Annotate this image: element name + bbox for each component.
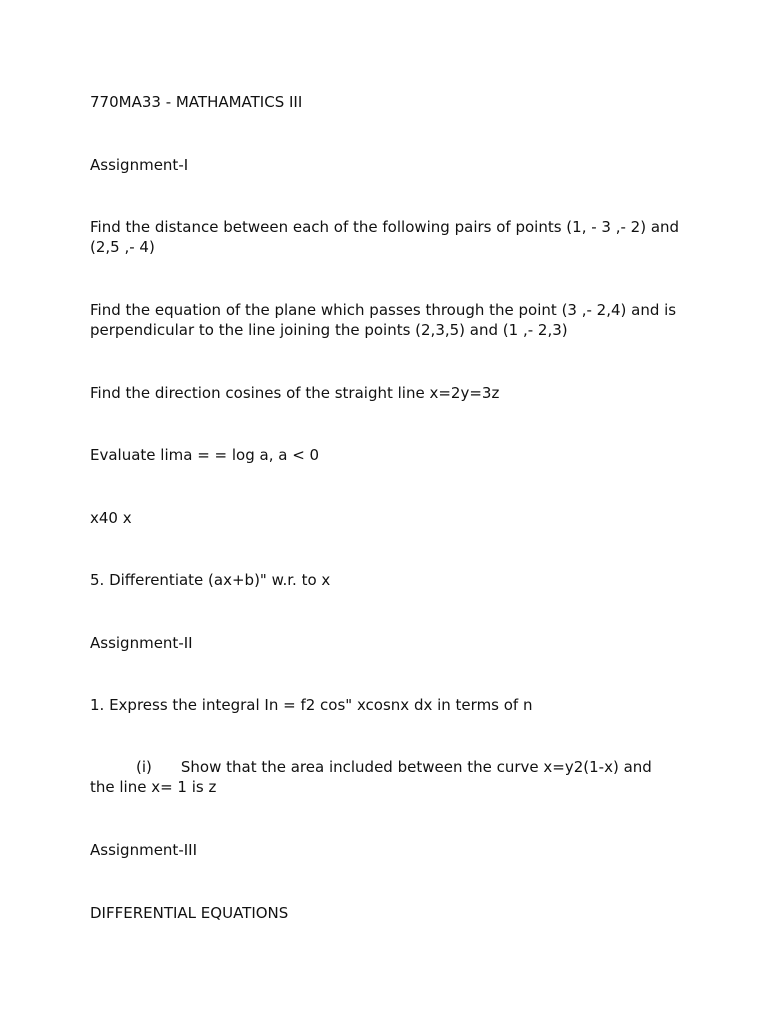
section-heading-assignment-3: Assignment-III <box>90 841 197 859</box>
question-distance: Find the distance between each of the following pairs of points (1, - 3 ,- 2) and (2,5 ,- 4) <box>90 218 684 256</box>
document-title: 770MA33 - MATHAMATICS III <box>90 93 303 111</box>
question-differentiate: 5. Differentiate (ax+b)" w.r. to x <box>90 571 331 589</box>
question-area-text: Show that the area included between the curve x=y2(1-x) and the line x= 1 is z <box>90 758 657 796</box>
section-heading-assignment-1: Assignment-I <box>90 156 189 174</box>
list-marker: (i) <box>136 758 152 776</box>
section-heading-assignment-2: Assignment-II <box>90 634 193 652</box>
question-evaluate-limit: Evaluate lima = = log a, a < 0 <box>90 446 320 464</box>
question-integral: 1. Express the integral In = f2 cos" xcosnx dx in terms of n <box>90 696 533 714</box>
section-heading-differential-equations: DIFFERENTIAL EQUATIONS <box>90 904 289 922</box>
question-area-curve <box>90 757 680 797</box>
question-plane-equation: Find the equation of the plane which passes through the point (3 ,- 2,4) and is perpendicular to the line joining the points (2,3,5) and (1 ,- 2,3) <box>90 301 681 339</box>
limit-subscript-line: x40 x <box>90 509 132 527</box>
question-direction-cosines: Find the direction cosines of the straight line x=2y=3z <box>90 384 500 402</box>
